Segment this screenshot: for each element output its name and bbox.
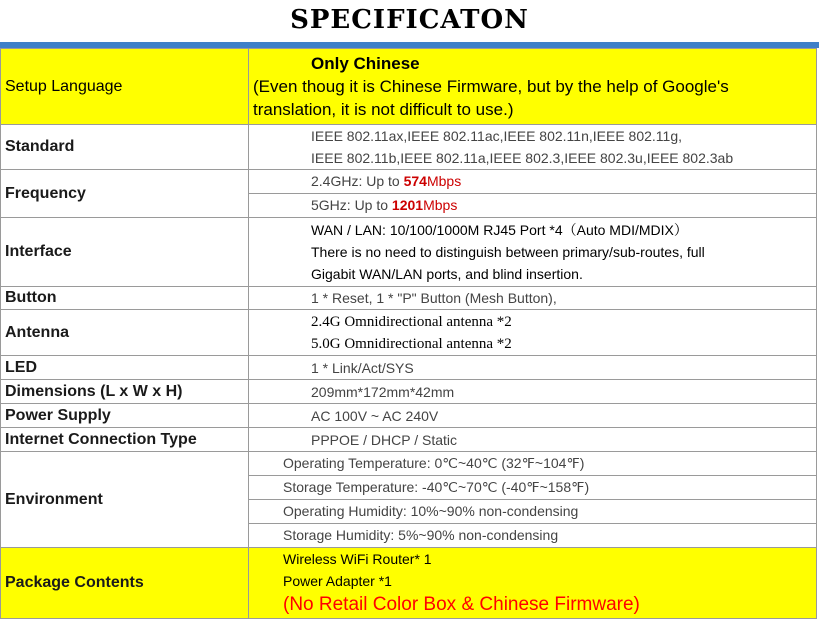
storage-temperature: Storage Temperature: -40℃~70℃ (-40℉~158℉) bbox=[249, 475, 816, 499]
band-5g-unit: Mbps bbox=[423, 197, 458, 213]
row-setup-language bbox=[1, 49, 817, 125]
standard-line1: IEEE 802.11ax,IEEE 802.11ac,IEEE 802.11n,IEEE 802.11g, bbox=[311, 128, 682, 144]
value-connection-type bbox=[249, 428, 817, 452]
label-antenna: Antenna bbox=[1, 310, 249, 356]
title-banner bbox=[0, 0, 819, 48]
band-2g-prefix: 2.4GHz: Up to bbox=[311, 173, 404, 189]
row-antenna bbox=[1, 310, 817, 356]
row-led bbox=[1, 356, 817, 380]
package-item-router: Wireless WiFi Router* 1 bbox=[283, 551, 432, 567]
standard-line2: IEEE 802.11b,IEEE 802.11a,IEEE 802.3,IEEE 802.3u,IEEE 802.3ab bbox=[311, 150, 734, 166]
value-interface bbox=[249, 218, 817, 287]
spec-table bbox=[0, 48, 817, 619]
button-value: 1 * Reset, 1 * "P" Button (Mesh Button), bbox=[311, 290, 557, 306]
interface-line3: Gigabit WAN/LAN ports, and blind insertion. bbox=[311, 266, 583, 282]
row-environment bbox=[1, 452, 817, 548]
connection-type-value: PPPOE / DHCP / Static bbox=[311, 431, 458, 448]
dimensions-value: 209mm*172mm*42mm bbox=[311, 383, 455, 400]
row-package-contents bbox=[1, 548, 817, 619]
label-led: LED bbox=[1, 356, 249, 380]
value-setup-language bbox=[249, 49, 817, 125]
row-button bbox=[1, 287, 817, 310]
value-package-contents bbox=[249, 548, 817, 619]
storage-humidity: Storage Humidity: 5%~90% non-condensing bbox=[249, 523, 816, 547]
row-interface bbox=[1, 218, 817, 287]
label-environment: Environment bbox=[1, 452, 249, 548]
page-title: SPECIFICATON bbox=[290, 5, 529, 35]
value-antenna bbox=[249, 310, 817, 356]
label-standard: Standard bbox=[1, 125, 249, 170]
value-dimensions bbox=[249, 380, 817, 404]
frequency-band-2g bbox=[249, 170, 816, 193]
label-dimensions: Dimensions (L x W x H) bbox=[1, 380, 249, 404]
band-2g-speed: 574 bbox=[403, 173, 427, 189]
value-frequency bbox=[249, 170, 817, 218]
frequency-bands bbox=[249, 170, 816, 217]
frequency-band-5g bbox=[249, 193, 816, 217]
row-frequency bbox=[1, 170, 817, 218]
value-led bbox=[249, 356, 817, 380]
row-connection-type bbox=[1, 428, 817, 452]
band-5g-speed: 1201 bbox=[391, 197, 424, 213]
row-standard bbox=[1, 125, 817, 170]
label-frequency: Frequency bbox=[1, 170, 249, 218]
environment-list bbox=[249, 452, 816, 547]
led-value: 1 * Link/Act/SYS bbox=[311, 359, 414, 376]
label-button: Button bbox=[1, 287, 249, 310]
operating-humidity: Operating Humidity: 10%~90% non-condensing bbox=[249, 499, 816, 523]
package-note: (No Retail Color Box & Chinese Firmware) bbox=[283, 594, 640, 615]
label-power-supply: Power Supply bbox=[1, 404, 249, 428]
interface-line2: There is no need to distinguish between primary/sub-routes, full bbox=[311, 244, 705, 260]
operating-temperature: Operating Temperature: 0℃~40℃ (32℉~104℉) bbox=[283, 455, 585, 471]
interface-line1: WAN / LAN: 10/100/1000M RJ45 Port *4（Auto MDI/MDIX） bbox=[311, 222, 688, 238]
label-package-contents: Package Contents bbox=[1, 548, 249, 619]
label-setup-language: Setup Language bbox=[1, 49, 249, 125]
antenna-line2: 5.0G Omnidirectional antenna *2 bbox=[311, 335, 512, 352]
antenna-line1: 2.4G Omnidirectional antenna *2 bbox=[311, 313, 512, 330]
label-interface: Interface bbox=[1, 218, 249, 287]
row-dimensions bbox=[1, 380, 817, 404]
value-power-supply bbox=[249, 404, 817, 428]
row-power-supply bbox=[1, 404, 817, 428]
band-2g-unit: Mbps bbox=[426, 173, 462, 189]
label-connection-type: Internet Connection Type bbox=[1, 428, 249, 452]
language-headline: Only Chinese bbox=[311, 54, 420, 73]
band-5g-prefix: 5GHz: Up to bbox=[311, 197, 392, 213]
value-button bbox=[249, 287, 817, 310]
language-note-line1: (Even thoug it is Chinese Firmware, but by the help of Google's bbox=[253, 77, 729, 96]
value-environment bbox=[249, 452, 817, 548]
language-note-line2: translation, it is not difficult to use.) bbox=[253, 100, 514, 119]
value-standard bbox=[249, 125, 817, 170]
power-supply-value: AC 100V ~ AC 240V bbox=[311, 407, 439, 424]
package-item-adapter: Power Adapter *1 bbox=[283, 573, 392, 589]
